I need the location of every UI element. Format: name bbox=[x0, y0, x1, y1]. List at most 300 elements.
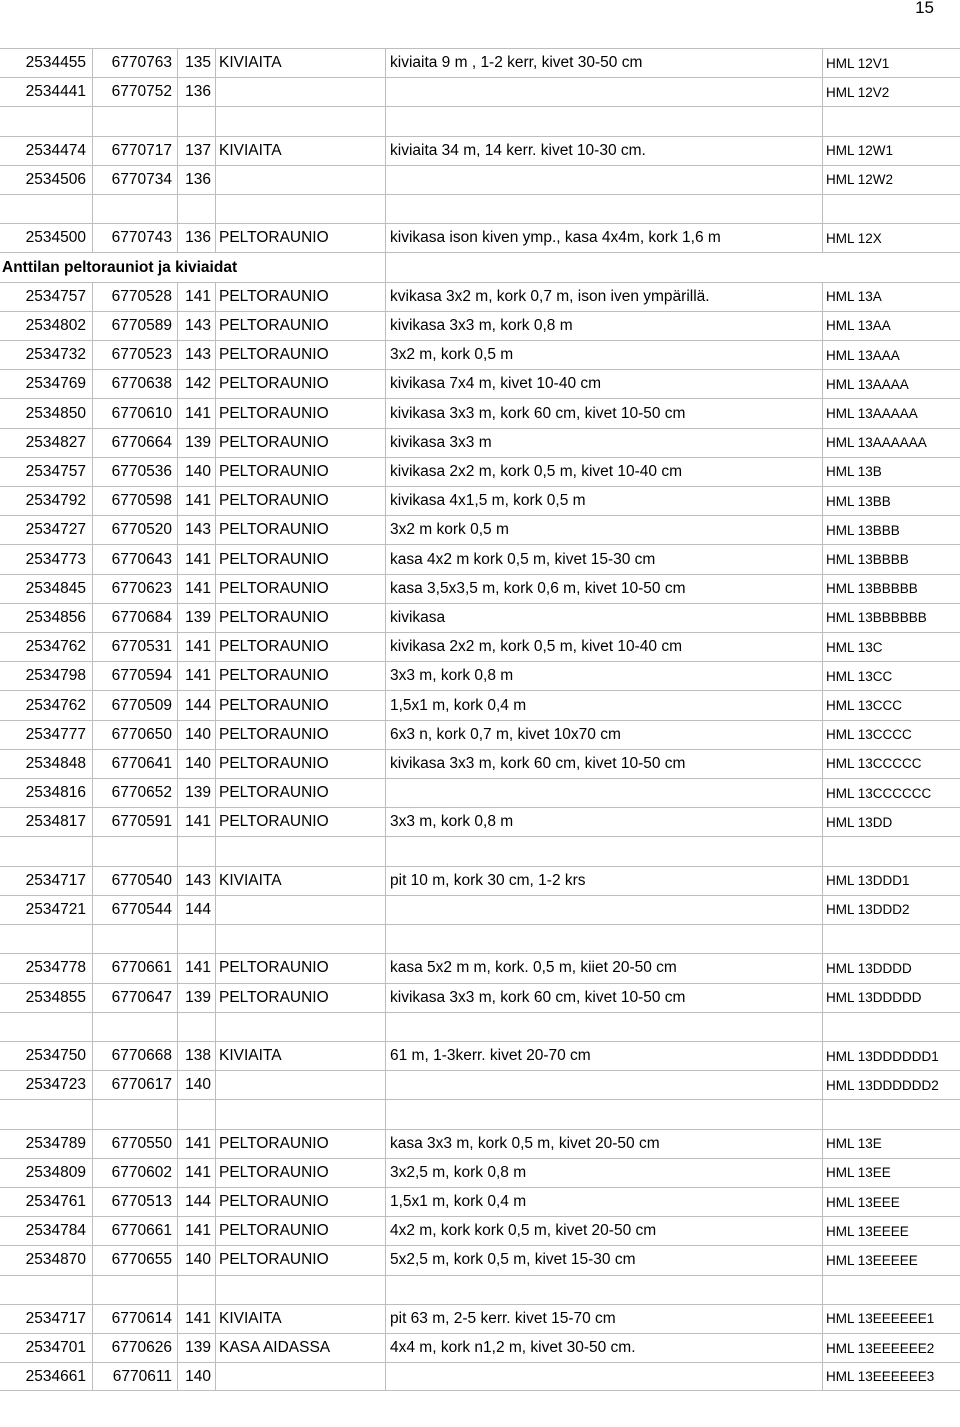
id-cell: 2534500 bbox=[25, 229, 86, 247]
coord-cell: 6770531 bbox=[111, 638, 172, 656]
type-cell: PELTORAUNIO bbox=[219, 988, 329, 1006]
column-rule bbox=[822, 1276, 823, 1304]
column-rule bbox=[92, 837, 93, 865]
type-cell: KIVIAITA bbox=[219, 1309, 282, 1327]
id-cell: 2534845 bbox=[25, 579, 86, 597]
type-cell: PELTORAUNIO bbox=[219, 1193, 329, 1211]
type-cell: PELTORAUNIO bbox=[219, 696, 329, 714]
type-cell: PELTORAUNIO bbox=[219, 608, 329, 626]
description-cell: kivikasa 3x3 m, kork 60 cm, kivet 10-50 cm bbox=[390, 988, 686, 1006]
column-rule bbox=[177, 1100, 178, 1128]
id-cell: 2534762 bbox=[25, 638, 86, 656]
description-cell: kivikasa 7x4 m, kivet 10-40 cm bbox=[390, 375, 602, 393]
table-row bbox=[0, 223, 960, 252]
code-cell: HML 13AA bbox=[826, 318, 891, 334]
column-rule bbox=[822, 837, 823, 865]
description-cell: pit 10 m, kork 30 cm, 1-2 krs bbox=[390, 871, 586, 889]
column-rule bbox=[92, 1013, 93, 1041]
elevation-cell: 141 bbox=[185, 404, 211, 422]
id-cell: 2534784 bbox=[25, 1222, 86, 1240]
type-cell: PELTORAUNIO bbox=[219, 725, 329, 743]
column-rule bbox=[385, 195, 386, 223]
column-rule bbox=[215, 925, 216, 953]
coord-cell: 6770540 bbox=[111, 871, 172, 889]
id-cell: 2534777 bbox=[25, 725, 86, 743]
code-cell: HML 12W2 bbox=[826, 172, 894, 188]
id-cell: 2534773 bbox=[25, 550, 86, 568]
description-cell: kiviaita 9 m , 1-2 kerr, kivet 30-50 cm bbox=[390, 54, 643, 72]
type-cell: KIVIAITA bbox=[219, 54, 282, 72]
table-row bbox=[0, 340, 960, 369]
elevation-cell: 135 bbox=[185, 54, 211, 72]
type-cell bbox=[215, 896, 385, 924]
code-cell: HML 13BB bbox=[826, 493, 891, 509]
id-cell: 2534816 bbox=[25, 784, 86, 802]
column-rule bbox=[385, 1013, 386, 1041]
description-cell: kivikasa 3x3 m, kork 0,8 m bbox=[390, 316, 573, 334]
table-row bbox=[0, 749, 960, 778]
type-cell bbox=[215, 1363, 385, 1390]
elevation-cell: 144 bbox=[185, 696, 211, 714]
code-cell: HML 13CC bbox=[826, 668, 893, 684]
elevation-cell: 140 bbox=[185, 725, 211, 743]
table-row bbox=[0, 720, 960, 749]
type-cell: PELTORAUNIO bbox=[219, 492, 329, 510]
elevation-cell: 141 bbox=[185, 959, 211, 977]
coord-cell: 6770536 bbox=[111, 462, 172, 480]
table-row bbox=[0, 1304, 960, 1333]
code-cell: HML 13AAAA bbox=[826, 376, 909, 392]
blank-row bbox=[0, 106, 960, 135]
coord-cell: 6770661 bbox=[111, 959, 172, 977]
description-cell: 3x3 m, kork 0,8 m bbox=[390, 813, 514, 831]
coord-cell: 6770614 bbox=[111, 1309, 172, 1327]
code-cell: HML 13AAAAAA bbox=[826, 435, 927, 451]
code-cell: HML 12W1 bbox=[826, 143, 894, 159]
description-cell: 5x2,5 m, kork 0,5 m, kivet 15-30 cm bbox=[390, 1251, 636, 1269]
blank-row bbox=[0, 924, 960, 953]
coord-cell: 6770684 bbox=[111, 608, 172, 626]
id-cell: 2534723 bbox=[25, 1076, 86, 1094]
table-row bbox=[0, 895, 960, 924]
column-rule bbox=[822, 1013, 823, 1041]
column-rule bbox=[92, 1276, 93, 1304]
coord-cell: 6770611 bbox=[112, 1367, 172, 1385]
column-rule bbox=[92, 195, 93, 223]
table-row bbox=[0, 866, 960, 895]
code-cell: HML 13DDDD bbox=[826, 960, 912, 976]
table-row bbox=[0, 807, 960, 836]
description-cell: kiviaita 34 m, 14 kerr. kivet 10-30 cm. bbox=[390, 141, 646, 159]
type-cell: PELTORAUNIO bbox=[219, 667, 329, 685]
type-cell: PELTORAUNIO bbox=[219, 433, 329, 451]
code-cell: HML 12X bbox=[826, 230, 882, 246]
coord-cell: 6770641 bbox=[111, 754, 172, 772]
elevation-cell: 141 bbox=[185, 1134, 211, 1152]
column-rule bbox=[92, 107, 93, 135]
code-cell: HML 13CCCC bbox=[826, 727, 912, 743]
code-cell: HML 13CCCCC bbox=[826, 756, 922, 772]
table-row bbox=[0, 983, 960, 1012]
elevation-cell: 139 bbox=[185, 433, 211, 451]
column-rule bbox=[215, 1276, 216, 1304]
coord-cell: 6770617 bbox=[111, 1076, 172, 1094]
description-cell bbox=[385, 896, 822, 924]
code-cell: HML 13E bbox=[826, 1136, 882, 1152]
coord-cell: 6770550 bbox=[111, 1134, 172, 1152]
coord-cell: 6770598 bbox=[111, 492, 172, 510]
description-cell bbox=[385, 1071, 822, 1099]
column-rule bbox=[92, 925, 93, 953]
column-rule bbox=[177, 1013, 178, 1041]
code-cell: HML 13EE bbox=[826, 1165, 891, 1181]
code-cell: HML 12V2 bbox=[826, 84, 890, 100]
column-rule bbox=[177, 195, 178, 223]
type-cell bbox=[215, 78, 385, 106]
type-cell: PELTORAUNIO bbox=[219, 404, 329, 422]
coord-cell: 6770655 bbox=[111, 1251, 172, 1269]
type-cell: PELTORAUNIO bbox=[219, 813, 329, 831]
description-cell: kvikasa 3x2 m, kork 0,7 m, ison iven ympärillä. bbox=[390, 287, 710, 305]
elevation-cell: 137 bbox=[185, 141, 211, 159]
elevation-cell: 141 bbox=[185, 579, 211, 597]
id-cell: 2534827 bbox=[25, 433, 86, 451]
column-rule bbox=[385, 1276, 386, 1304]
elevation-cell: 141 bbox=[185, 1222, 211, 1240]
coord-cell: 6770664 bbox=[111, 433, 172, 451]
id-cell: 2534792 bbox=[25, 492, 86, 510]
table-row bbox=[0, 515, 960, 544]
coord-cell: 6770589 bbox=[111, 316, 172, 334]
code-cell: HML 13EEEE bbox=[826, 1223, 909, 1239]
column-rule bbox=[385, 1100, 386, 1128]
column-rule bbox=[822, 1100, 823, 1128]
elevation-cell: 141 bbox=[185, 492, 211, 510]
column-rule bbox=[822, 107, 823, 135]
coord-cell: 6770661 bbox=[111, 1222, 172, 1240]
type-cell bbox=[215, 166, 385, 194]
column-rule bbox=[177, 925, 178, 953]
description-cell: kivikasa ison kiven ymp., kasa 4x4m, kork 1,6 m bbox=[390, 229, 721, 247]
section-heading: Anttilan peltorauniot ja kiviaidat bbox=[2, 258, 238, 276]
coord-cell: 6770513 bbox=[111, 1193, 172, 1211]
elevation-cell: 138 bbox=[185, 1047, 211, 1064]
type-cell: PELTORAUNIO bbox=[219, 287, 329, 305]
description-cell: kasa 5x2 m m, kork. 0,5 m, kiiet 20-50 cm bbox=[390, 959, 677, 977]
id-cell: 2534661 bbox=[25, 1367, 86, 1385]
elevation-cell: 141 bbox=[185, 667, 211, 685]
elevation-cell: 143 bbox=[185, 346, 211, 364]
type-cell: KIVIAITA bbox=[219, 141, 282, 159]
elevation-cell: 136 bbox=[185, 229, 211, 247]
code-cell: HML 13BBBBBB bbox=[826, 610, 927, 626]
description-cell: kivikasa 2x2 m, kork 0,5 m, kivet 10-40 cm bbox=[390, 462, 683, 480]
description-cell: kasa 3x3 m, kork 0,5 m, kivet 20-50 cm bbox=[390, 1134, 660, 1152]
table-row bbox=[0, 632, 960, 661]
id-cell: 2534778 bbox=[25, 959, 86, 977]
code-cell: HML 13AAAAA bbox=[826, 406, 918, 422]
code-cell: HML 13BBBBB bbox=[826, 581, 918, 597]
id-cell: 2534757 bbox=[25, 287, 86, 305]
type-cell: PELTORAUNIO bbox=[219, 521, 329, 539]
coord-cell: 6770594 bbox=[111, 667, 172, 685]
id-cell: 2534762 bbox=[25, 696, 86, 714]
id-cell: 2534506 bbox=[25, 170, 86, 188]
column-rule bbox=[385, 837, 386, 865]
table-row bbox=[0, 457, 960, 486]
coord-cell: 6770717 bbox=[111, 141, 172, 159]
elevation-cell: 136 bbox=[185, 170, 211, 188]
blank-row bbox=[0, 1012, 960, 1041]
page-number: 15 bbox=[915, 0, 934, 17]
column-rule bbox=[92, 1100, 93, 1128]
id-cell: 2534870 bbox=[25, 1251, 86, 1269]
table-row bbox=[0, 1362, 960, 1391]
code-cell: HML 12V1 bbox=[826, 55, 890, 71]
elevation-cell: 140 bbox=[185, 1251, 211, 1269]
elevation-cell: 144 bbox=[185, 900, 211, 918]
coord-cell: 6770668 bbox=[111, 1047, 172, 1064]
id-cell: 2534798 bbox=[25, 667, 86, 685]
description-cell: 3x2,5 m, kork 0,8 m bbox=[390, 1163, 527, 1181]
column-rule bbox=[822, 195, 823, 223]
elevation-cell: 141 bbox=[185, 1163, 211, 1181]
table-row bbox=[0, 603, 960, 632]
type-cell bbox=[215, 1071, 385, 1099]
type-cell: PELTORAUNIO bbox=[219, 959, 329, 977]
id-cell: 2534802 bbox=[25, 316, 86, 334]
code-cell: HML 13BBBB bbox=[826, 552, 909, 568]
table-row bbox=[0, 1216, 960, 1245]
column-rule bbox=[215, 1100, 216, 1128]
id-cell: 2534848 bbox=[25, 754, 86, 772]
elevation-cell: 143 bbox=[185, 871, 211, 889]
column-rule bbox=[822, 925, 823, 953]
code-cell: HML 13A bbox=[826, 289, 882, 305]
column-rule bbox=[385, 925, 386, 953]
type-cell: KIVIAITA bbox=[219, 1047, 282, 1064]
coord-cell: 6770652 bbox=[111, 784, 172, 802]
elevation-cell: 140 bbox=[185, 1367, 211, 1385]
table-row bbox=[0, 428, 960, 457]
elevation-cell: 140 bbox=[185, 754, 211, 772]
elevation-cell: 139 bbox=[185, 1339, 211, 1357]
type-cell: PELTORAUNIO bbox=[219, 1163, 329, 1181]
code-cell: HML 13CCC bbox=[826, 698, 903, 714]
column-rule bbox=[215, 195, 216, 223]
description-cell: kivikasa bbox=[390, 608, 446, 626]
description-cell: pit 63 m, 2-5 kerr. kivet 15-70 cm bbox=[390, 1309, 616, 1327]
coord-cell: 6770752 bbox=[111, 83, 172, 101]
table-row bbox=[0, 77, 960, 106]
table-row bbox=[0, 1129, 960, 1158]
id-cell: 2534727 bbox=[25, 521, 86, 539]
table-row bbox=[0, 282, 960, 311]
description-cell bbox=[385, 78, 822, 106]
elevation-cell: 140 bbox=[185, 1076, 211, 1094]
elevation-cell: 139 bbox=[185, 608, 211, 626]
code-cell: HML 13EEE bbox=[826, 1194, 900, 1210]
type-cell: PELTORAUNIO bbox=[219, 579, 329, 597]
elevation-cell: 140 bbox=[185, 462, 211, 480]
code-cell: HML 13DDDDDD1 bbox=[826, 1048, 939, 1064]
code-cell: HML 13DDDDD bbox=[826, 990, 922, 1006]
elevation-cell: 144 bbox=[185, 1193, 211, 1211]
description-cell: kivikasa 3x3 m, kork 60 cm, kivet 10-50 cm bbox=[390, 754, 686, 772]
description-cell: 3x3 m, kork 0,8 m bbox=[390, 667, 514, 685]
code-cell: HML 13B bbox=[826, 464, 882, 480]
code-cell: HML 13DD bbox=[826, 814, 893, 830]
blank-row bbox=[0, 1099, 960, 1128]
description-cell: kasa 4x2 m kork 0,5 m, kivet 15-30 cm bbox=[390, 550, 656, 568]
coord-cell: 6770643 bbox=[111, 550, 172, 568]
id-cell: 2534474 bbox=[25, 141, 86, 159]
coord-cell: 6770638 bbox=[111, 375, 172, 393]
table-row bbox=[0, 311, 960, 340]
table-row bbox=[0, 544, 960, 573]
coord-cell: 6770509 bbox=[111, 696, 172, 714]
description-cell: 3x2 m kork 0,5 m bbox=[390, 521, 509, 539]
type-cell: PELTORAUNIO bbox=[219, 375, 329, 393]
code-cell: HML 13EEEEEE1 bbox=[826, 1311, 935, 1327]
table-row bbox=[0, 1158, 960, 1187]
id-cell: 2534757 bbox=[25, 462, 86, 480]
column-rule bbox=[215, 837, 216, 865]
type-cell: PELTORAUNIO bbox=[219, 229, 329, 247]
type-cell: PELTORAUNIO bbox=[219, 346, 329, 364]
id-cell: 2534732 bbox=[25, 346, 86, 364]
table-row bbox=[0, 48, 960, 77]
coord-cell: 6770602 bbox=[111, 1163, 172, 1181]
id-cell: 2534850 bbox=[25, 404, 86, 422]
coord-cell: 6770528 bbox=[111, 287, 172, 305]
type-cell: PELTORAUNIO bbox=[219, 638, 329, 656]
code-cell: HML 13EEEEE bbox=[826, 1252, 918, 1268]
table-row bbox=[0, 1245, 960, 1274]
table-row bbox=[0, 1041, 960, 1070]
coord-cell: 6770544 bbox=[111, 900, 172, 918]
table-row bbox=[0, 1187, 960, 1216]
id-cell: 2534809 bbox=[25, 1163, 86, 1181]
column-rule bbox=[177, 107, 178, 135]
id-cell: 2534856 bbox=[25, 608, 86, 626]
blank-row bbox=[0, 194, 960, 223]
table-row bbox=[0, 369, 960, 398]
elevation-cell: 141 bbox=[185, 1309, 211, 1327]
description-cell: kivikasa 3x3 m bbox=[390, 433, 492, 451]
elevation-cell: 141 bbox=[185, 287, 211, 305]
id-cell: 2534441 bbox=[25, 83, 86, 101]
description-cell: 1,5x1 m, kork 0,4 m bbox=[390, 696, 527, 714]
description-cell: kivikasa 3x3 m, kork 60 cm, kivet 10-50 cm bbox=[390, 404, 686, 422]
coord-cell: 6770610 bbox=[111, 404, 172, 422]
table-row bbox=[0, 1333, 960, 1362]
coord-cell: 6770743 bbox=[111, 229, 172, 247]
type-cell: PELTORAUNIO bbox=[219, 462, 329, 480]
id-cell: 2534701 bbox=[25, 1339, 86, 1357]
coord-cell: 6770520 bbox=[111, 521, 172, 539]
code-cell: HML 13DDDDDD2 bbox=[826, 1077, 939, 1093]
elevation-cell: 141 bbox=[185, 638, 211, 656]
type-cell: KASA AIDASSA bbox=[219, 1339, 331, 1357]
coord-cell: 6770647 bbox=[111, 988, 172, 1006]
description-cell: 1,5x1 m, kork 0,4 m bbox=[390, 1193, 527, 1211]
elevation-cell: 139 bbox=[185, 988, 211, 1006]
blank-row bbox=[0, 836, 960, 865]
type-cell: PELTORAUNIO bbox=[219, 1251, 329, 1269]
description-cell: kivikasa 4x1,5 m, kork 0,5 m bbox=[390, 492, 586, 510]
section-heading-row bbox=[0, 252, 960, 281]
type-cell: PELTORAUNIO bbox=[219, 550, 329, 568]
description-cell: 3x2 m, kork 0,5 m bbox=[390, 346, 514, 364]
description-cell bbox=[385, 779, 822, 807]
table-row bbox=[0, 136, 960, 165]
elevation-cell: 143 bbox=[185, 521, 211, 539]
code-cell: HML 13CCCCCC bbox=[826, 785, 932, 801]
table-row bbox=[0, 486, 960, 515]
blank-row bbox=[0, 1275, 960, 1304]
code-cell: HML 13EEEEEE3 bbox=[826, 1369, 935, 1385]
coord-cell: 6770626 bbox=[111, 1339, 172, 1357]
id-cell: 2534721 bbox=[25, 900, 86, 918]
table-row bbox=[0, 690, 960, 719]
column-rule bbox=[385, 253, 386, 281]
column-rule bbox=[177, 1276, 178, 1304]
table-row bbox=[0, 574, 960, 603]
table-row bbox=[0, 661, 960, 690]
id-cell: 2534855 bbox=[25, 988, 86, 1006]
type-cell: PELTORAUNIO bbox=[219, 316, 329, 334]
description-cell: 61 m, 1-3kerr. kivet 20-70 cm bbox=[390, 1047, 591, 1064]
elevation-cell: 141 bbox=[185, 813, 211, 831]
coord-cell: 6770523 bbox=[111, 346, 172, 364]
elevation-cell: 136 bbox=[185, 83, 211, 101]
id-cell: 2534817 bbox=[25, 813, 86, 831]
code-cell: HML 13DDD1 bbox=[826, 873, 910, 889]
description-cell bbox=[385, 1363, 822, 1390]
id-cell: 2534455 bbox=[25, 54, 86, 72]
type-cell: PELTORAUNIO bbox=[219, 754, 329, 772]
table-row bbox=[0, 398, 960, 427]
type-cell: PELTORAUNIO bbox=[219, 1222, 329, 1240]
coord-cell: 6770623 bbox=[111, 579, 172, 597]
description-cell: kasa 3,5x3,5 m, kork 0,6 m, kivet 10-50 cm bbox=[390, 579, 686, 597]
table-row bbox=[0, 165, 960, 194]
type-cell: PELTORAUNIO bbox=[219, 784, 329, 802]
coord-cell: 6770763 bbox=[111, 54, 172, 72]
table-row bbox=[0, 953, 960, 982]
code-cell: HML 13C bbox=[826, 639, 883, 655]
description-cell: 4x4 m, kork n1,2 m, kivet 30-50 cm. bbox=[390, 1339, 636, 1357]
id-cell: 2534761 bbox=[25, 1193, 86, 1211]
description-cell: 4x2 m, kork kork 0,5 m, kivet 20-50 cm bbox=[390, 1222, 657, 1240]
coord-cell: 6770591 bbox=[111, 813, 172, 831]
description-cell: kivikasa 2x2 m, kork 0,5 m, kivet 10-40 cm bbox=[390, 638, 683, 656]
code-cell: HML 13AAA bbox=[826, 347, 900, 363]
column-rule bbox=[215, 1013, 216, 1041]
id-cell: 2534750 bbox=[25, 1047, 86, 1064]
column-rule bbox=[177, 837, 178, 865]
code-cell: HML 13BBB bbox=[826, 522, 900, 538]
column-rule bbox=[215, 107, 216, 135]
table-row bbox=[0, 1070, 960, 1099]
id-cell: 2534717 bbox=[25, 1309, 86, 1327]
elevation-cell: 141 bbox=[185, 550, 211, 568]
id-cell: 2534717 bbox=[25, 871, 86, 889]
code-cell: HML 13EEEEEE2 bbox=[826, 1340, 935, 1356]
id-cell: 2534769 bbox=[25, 375, 86, 393]
elevation-cell: 139 bbox=[185, 784, 211, 802]
